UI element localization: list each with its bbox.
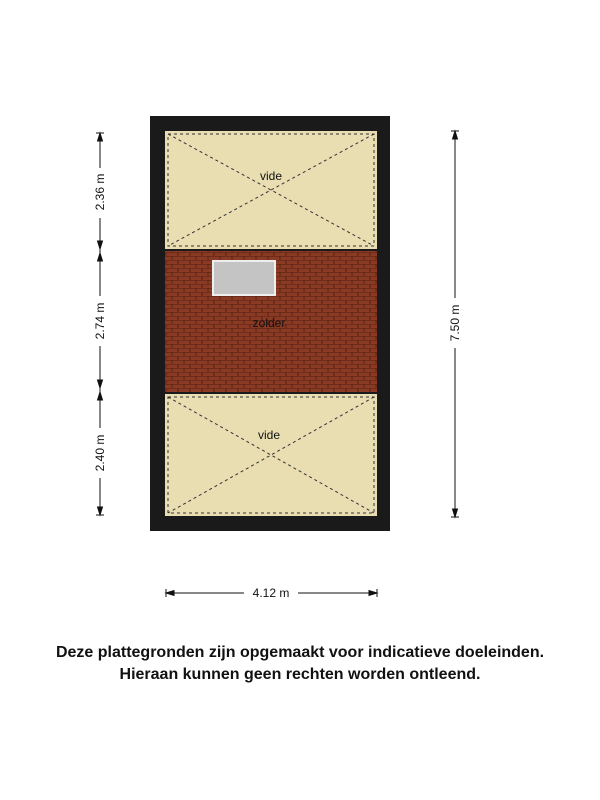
- room-label-vide-bottom: vide: [257, 428, 281, 442]
- room-label-zolder: zolder: [252, 316, 286, 330]
- dim-label-segment-1: 2.36 m: [93, 173, 107, 211]
- dim-label-segment-3: 2.40 m: [93, 434, 107, 472]
- skylight: [213, 261, 275, 295]
- vide-top-floor: [165, 131, 377, 249]
- dim-label-total-height: 7.50 m: [448, 304, 462, 342]
- room-label-vide-top: vide: [259, 169, 283, 183]
- vide-bottom-floor: [165, 394, 377, 516]
- disclaimer-line-1: Deze plattegronden zijn opgemaakt voor indicatieve doeleinden.: [55, 644, 545, 661]
- dim-label-width: 4.12 m: [252, 586, 290, 600]
- dim-label-segment-2: 2.74 m: [93, 302, 107, 340]
- disclaimer-line-2: Hieraan kunnen geen rechten worden ontleend.: [119, 666, 481, 683]
